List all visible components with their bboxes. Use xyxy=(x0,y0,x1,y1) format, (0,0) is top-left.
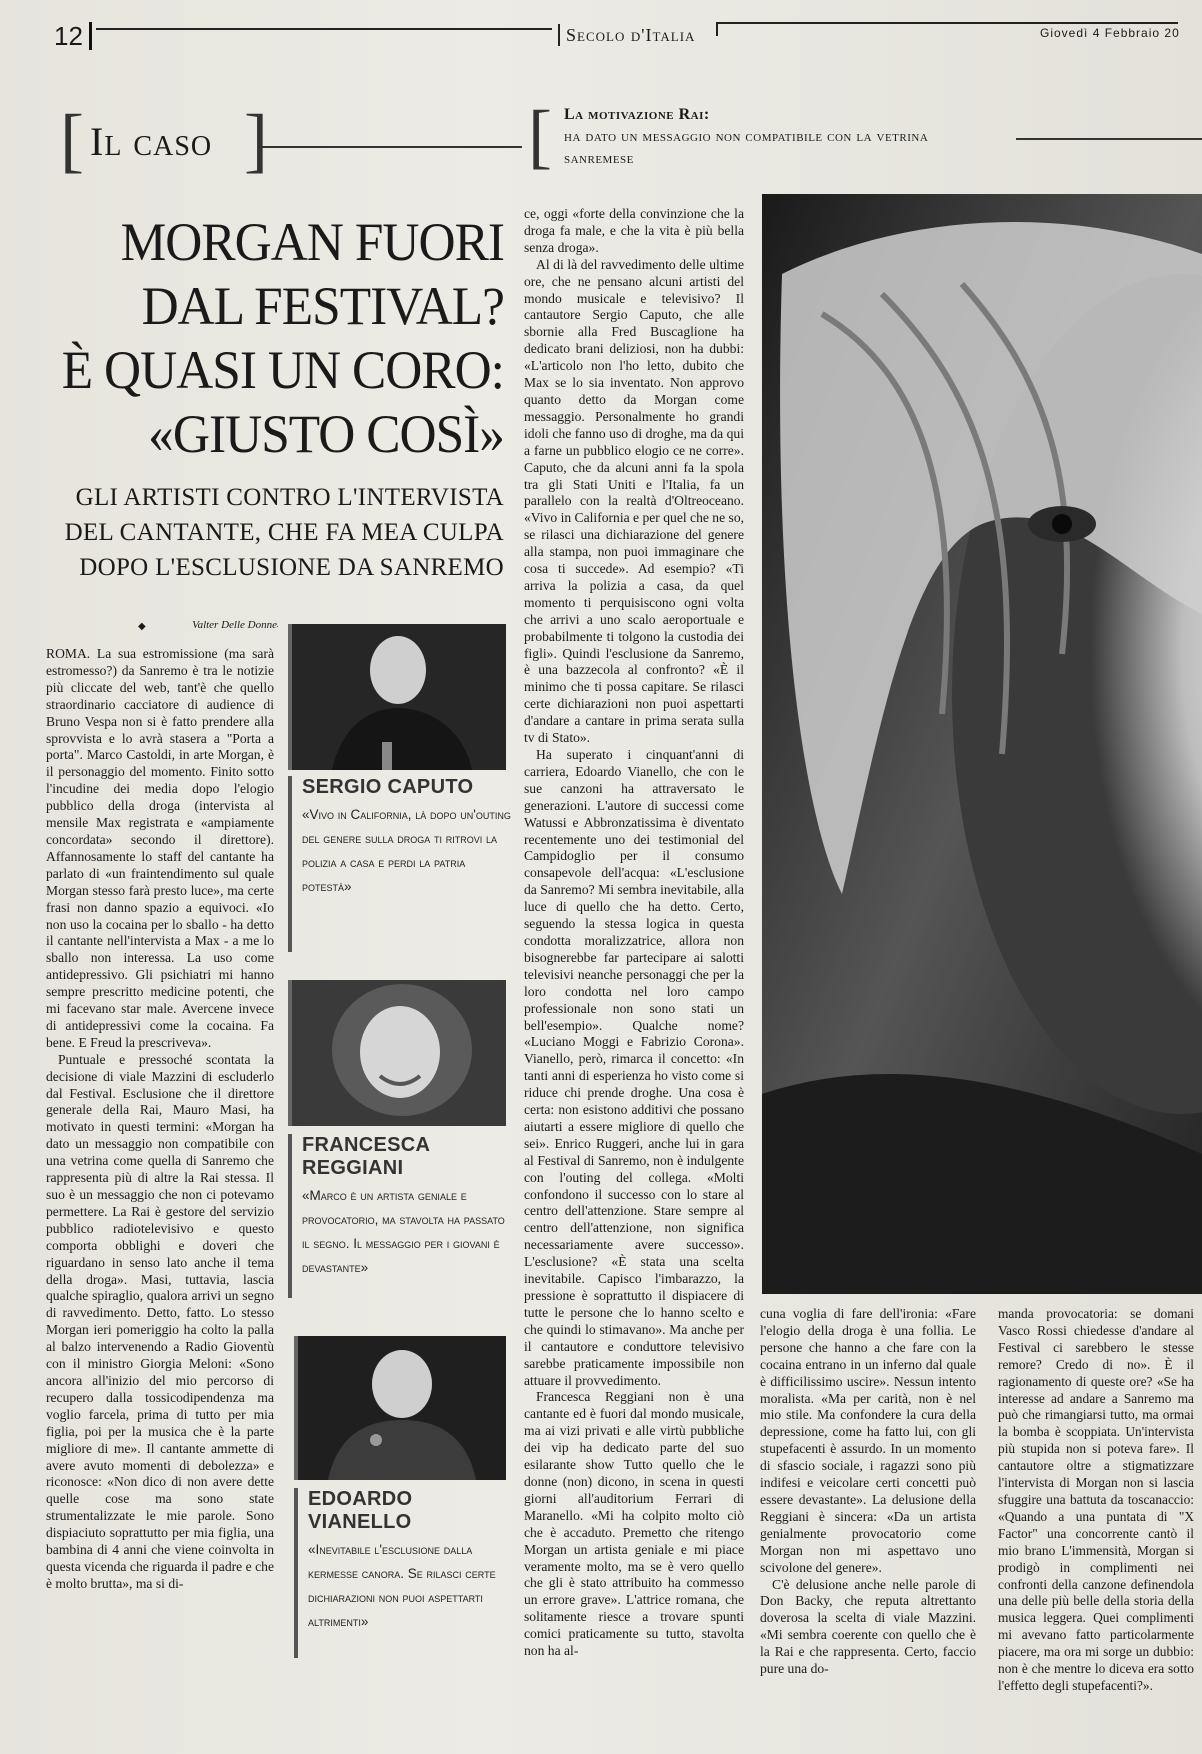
paragraph: C'è delusione anche nelle parole di Don Backy, che reputa altrettanto doverosa la scelta di viale Mazzini. «Mi sembra coerente con quello che è la Rai e che rappresenta. Certo, faccio pure una do- xyxy=(760,1576,976,1677)
paragraph: ce, oggi «forte della convinzione che la droga fa male, e che la vita è più bella senza droga». xyxy=(524,206,744,255)
paragraph: Al di là del ravvedimento delle ultime ore, che ne pensano alcuni artisti del mondo musicale e televisivo? Il cantautore Sergio Caputo, che alle sbornie alla Fred Buscaglione ha dedicato brani deliziosi, non ha dubbi: «L'articolo non l'ho letto, dubito che Max se lo sia inventato. Non approvo quanto detto da Morgan come messaggio. Personalmente ho grandi idoli che fanno uso di droghe, ma da qui a farne un pubblico elogio ce ne corre». Caputo, che da alcuni anni fa la spola tra gli Stati Uniti e l'Italia, fa un parallelo con la realtà d'Oltreoceano. «Vivo in California e per quel che ne so, se rilasci una dichiarazione del genere alla stampa, non puoi immaginare che cosa ti succede». Ad esempio? «Ti arriva la polizia a casa, da quel momento ti perquisiscono ogni volta che arrivi a uno scalo aeroportuale e probabilmente ti tolgono la custodia dei figli». Quindi l'esclusione da Sanremo, è una bazzecola al confronto? «È il minimo che ti possa capitare. Se rilasci certe dichiarazioni non puoi aspettarti d'andare a cantare in prima serata sulla tv di Stato». xyxy=(524,256,745,746)
sidebar-photo-caputo xyxy=(288,624,506,770)
byline-diamond-icon: ◆ xyxy=(138,621,146,632)
sidebar-quote: «Marco è un artista geniale e provocatorio, ma stavolta ha passato il segno. Il messaggio per i giovani è devastante» xyxy=(302,1188,505,1275)
paragraph: ROMA. La sua estromissione (ma sarà estromesso?) da Sanremo è tra le notizie più cliccate del web, tant'è che quello straordinario cacciatore di audience di Bruno Vespa non si è fatto prendere alla sprovvista e lo avrà stasera a "Porta a porta". Marco Castoldi, in arte Morgan, è il personaggio del momento. Finito sotto l'incudine dei media dopo l'elogio pubblico della droga (intervista al mensile Max registrata e «ampiamente concordata» secondo il direttore). Affannosamente lo staff del cantante ha parlato di «un fraintendimento sul quale Morgan stesso farà presto luce», ma certe frasi non danno spazio a equivoci. «Io non uso la cocaina per lo sballo - ha detto il cantante nell'intervista a Max - a me lo sballo non interessa. La uso come antidepressivo. Gli psichiatri mi hanno sempre prescritto medicine potenti, che mi facevano star male. Avercene invece di antidepressivi come la cocaina. Fa bene. E Freud la prescriveva». xyxy=(46,646,274,1050)
paragraph: Ha superato i cinquant'anni di carriera, Edoardo Vianello, che con le sue canzoni ha attraversato le generazioni. L'autore di successi come Watussi e Abbronzatissima è diventato recentemente uno dei testimonial del Campidoglio per il consumo consapevole dell'acqua: «L'esclusione da Sanremo? Mi sembra inevitabile, alla luce di quello che ha detto. Certo, seguendo la stessa logica in questa condotta moralizzatrice, allora non bisognerebbe far partecipare ai salotti televisivi neanche personaggi che per la loro condotta nel loro campo professionale non sono stati un bell'esempio». Qualche nome? «Luciano Moggi e Fabrizio Corona». Vianello, però, rimarca il concetto: «In tanti anni di esperienza ho visto come si riduce chi prende droghe. Una cosa è certa: non esistono additivi che possano aiutarti a essere migliore di quello che sei». Enrico Ruggeri, anche lui in gara al Festival di Sanremo, non è indulgente con l'outing del collega. «Molti confondono il successo con lo stare al centro dell'attenzione. Stare sempre al centro dell'attenzione, non significa necessariamente avere successo». L'esclusione? «È stata una scelta inevitabile. Capisco l'imbarazzo, la pressione è soprattutto il dispiacere di tutte le persone che lo hanno scelto e che quindi lo stimavano». Ma anche per il cantautore e conduttore televisivo sarebbe praticamente impossibile non attuare il provvedimento. xyxy=(524,747,744,1388)
kicker-right-rule xyxy=(1016,138,1202,140)
sidebar-quote: «Vivo in California, là dopo un'outing del genere sulla droga ti ritrovi la polizia a casa e perdi la patria potestà» xyxy=(302,807,511,894)
sidebar-quote-vianello xyxy=(294,1488,516,1658)
article-column-4 xyxy=(998,1306,1194,1695)
article-column-1 xyxy=(46,646,274,1593)
paragraph: manda provocatoria: se domani Vasco Rossi chiedesse d'andare al Festival ci sarebbero le stesse remore? Credo di no». È il ragionamento di queste ore? «Se ha interesse ad andare a Sanremo ma può che rimangiarsi tutto, ma ormai la bomba è scoppiata. Un'intervista più stupida non si poteva fare». Il cantautore oltre a stigmatizzare l'intervista di Morgan non si lascia sfuggire una battuta da toscanaccio: «Quando a una puntata di "X Factor" una concorrente cantò il mio brano L'immensità, Morgan si prodigò in complimenti nei confronti della canzone definendola una delle più belle della storia della musica leggera. Quei complimenti mi avevano fatto particolarmente piacere, ma ora mi sorge un dubbio: non è che mentre lo diceva era sotto l'effetto degli stupefacenti?». xyxy=(998,1306,1194,1693)
sidebar-quote-caputo xyxy=(288,776,516,952)
sidebar-quote-reggiani xyxy=(288,1134,516,1298)
headline-line-4: «GIUSTO COSÌ» xyxy=(148,404,504,464)
kicker-bracket-close: ] xyxy=(244,100,268,180)
issue-date: Giovedì 4 Febbraio 20 xyxy=(1040,26,1180,40)
sidebar-name: EDOARDO VIANELLO xyxy=(308,1488,413,1533)
kicker-rule xyxy=(262,146,522,148)
paragraph: Puntuale e pressoché scontata la decisione di viale Mazzini di escluderlo dal Festival. Esclusione che il direttore generale della Rai, Mauro Masi, ha motivato in questi termini: «Morgan ha dato un messaggio non compatibile con una vetrina come quella di Sanremo che rappresenta più di altre la Rai stessa. Il suo è un messaggio che non ci potevamo permettere. La Rai è gestore del servizio pubblico radiotelevisivo e questo comporta obblighi e doveri che riguardano in senso lato anche il tema della droga». Masi, tuttavia, lascia qualche spiraglio, qualora arrivi un segno di ravvedimento. Detto, fatto. Lo stesso Morgan ieri pomeriggio ha colto la palla al balzo intervenendo a Radio Gioventù con il ministro Giorgia Meloni: «Sono ancora all'inizio del mio percorso di recupero dalla tossicodipendenza ma voglio farcela, prima di tutto per mia figlia, poi per la musica che è la parte migliore di me». Il cantante ammette di avere avuto momenti di debolezza» e riconosce: «Non dico di non avere dette quelle cose ma sono state strumentalizzate le mie parole. Sono dispiaciuto soprattutto per mia figlia, una bambina di 4 anni che viene coinvolta in questa vicenda che riguarda il padre e che è molto brutta», ma si di- xyxy=(46,1051,274,1591)
byline: Valter Delle Donne xyxy=(167,619,277,631)
article-headline xyxy=(54,210,504,466)
kicker-right-bracket: [ xyxy=(528,96,552,176)
sidebar-photo-reggiani xyxy=(288,980,506,1126)
kicker-bracket-open: [ xyxy=(60,100,84,180)
headline-line-1: MORGAN FUORI xyxy=(120,212,504,272)
section-kicker: Il caso xyxy=(90,119,213,164)
portrait-icon xyxy=(292,624,506,770)
paragraph: Francesca Reggiani non è una cantante ed è fuori dal mondo musicale, ma ai vizi privati e alle virtù pubbliche dei vip ha dedicato parte del suo esilarante show Tutto quello che le donne (non) dicono, in scena in questi giorni all'auditorium Ferrari di Maranello. «Mi ha colpito molto ciò che è accaduto. Premetto che ritengo Morgan un artista geniale e mi piace veramente molto, ma se è vero quello che gli è stato attribuito ha commesso un errore grave». L'attrice romana, che solitamente riesce a trovare spunti comici praticamente su tutto, stavolta non ha al- xyxy=(524,1389,744,1659)
article-column-3 xyxy=(760,1306,976,1678)
paragraph: cuna voglia di fare dell'ironia: «Fare l'elogio della droga è una follia. Le persone che hanno a che fare con la cocaina entrano in un inferno dal quale è difficilissimo uscire». Nessun intento moralista. «Ma per carità, non è nel mio stile. Ma confondere la cura della depressione, come ha fatto lui, con gli stupefacenti è assurdo. In un momento di sfascio sociale, i ragazzi sono più indifesi e veicolare certi concetti può essere devastante». La delusione della Reggiani è sincera: «Da un artista genialmente provocatorio come Morgan non mi aspettavo uno scivolone del genere». xyxy=(760,1306,976,1575)
sidebar-photo-vianello xyxy=(294,1336,506,1480)
portrait-icon xyxy=(292,980,506,1126)
kicker-motivation-lead: La motivazione Rai: xyxy=(564,106,710,123)
page-number: 12 xyxy=(54,22,92,50)
article-column-2 xyxy=(524,206,744,1660)
headline-line-3: È QUASI UN CORO: xyxy=(61,340,504,400)
morgan-portrait-photo xyxy=(762,194,1202,1294)
sidebar-name: SERGIO CAPUTO xyxy=(302,776,474,798)
masthead-rule-left xyxy=(96,28,552,30)
sidebar-name: FRANCESCA REGGIANI xyxy=(302,1134,430,1179)
portrait-icon xyxy=(298,1336,506,1480)
newspaper-name: Secolo d'Italia xyxy=(558,24,695,46)
headline-line-2: DAL FESTIVAL? xyxy=(141,276,504,336)
kicker-motivation-text: ha dato un messaggio non compatibile con la vetrina sanremese xyxy=(564,128,929,167)
kicker-motivation xyxy=(564,104,984,170)
sidebar-quote: «Inevitabile l'esclusione dalla kermesse canora. Se rilasci certe dichiarazioni non puoi aspettarti altrimenti» xyxy=(308,1542,496,1629)
article-subtitle: GLI ARTISTI CONTRO L'INTERVISTA DEL CANTANTE, CHE FA MEA CULPA DOPO L'ESCLUSIONE DA SANREMO xyxy=(64,484,504,581)
portrait-icon xyxy=(762,194,1202,1294)
